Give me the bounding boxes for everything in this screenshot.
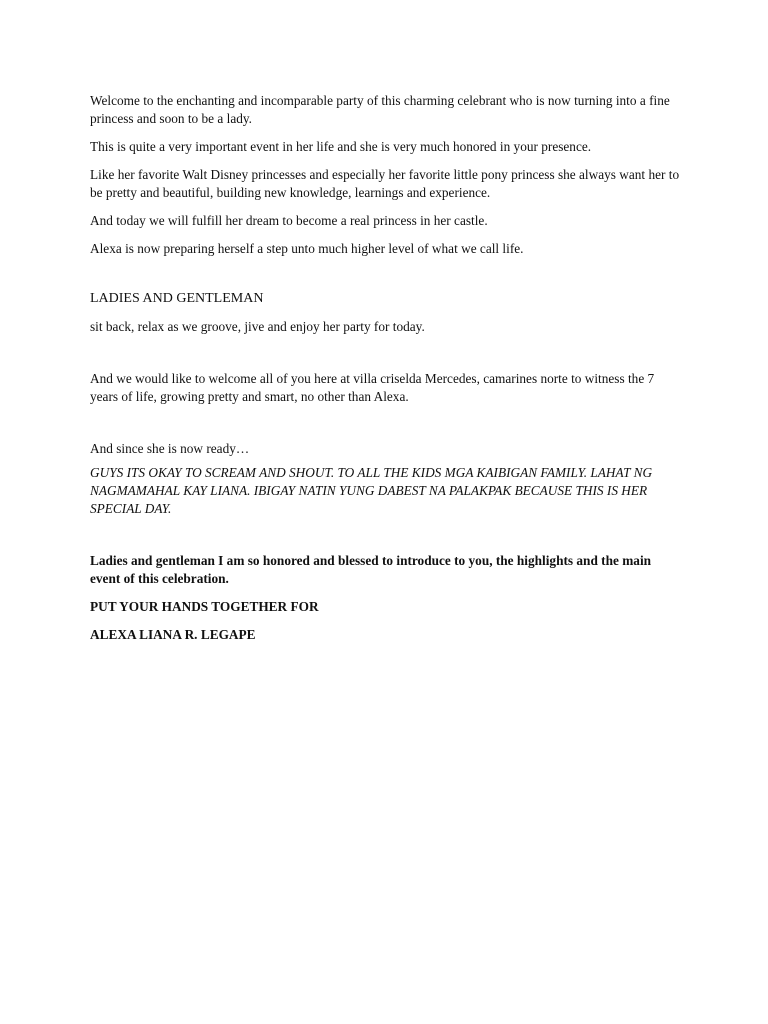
relax-paragraph: sit back, relax as we groove, jive and enjoy her party for today. (90, 319, 425, 334)
ladies-gentleman-heading: LADIES AND GENTLEMAN (90, 291, 264, 306)
celebrant-name: ALEXA LIANA R. LEGAPE (90, 627, 256, 642)
welcome-venue-paragraph: And we would like to welcome all of you here at villa criselda Mercedes, camarines norte to witness the 7 years of life, growing pretty and smart, no other than Alexa. (90, 371, 655, 404)
ready-paragraph: And since she is now ready… (90, 441, 250, 456)
scream-shout-paragraph: GUYS ITS OKAY TO SCREAM AND SHOUT. TO ALL THE KIDS MGA KAIBIGAN FAMILY. LAHAT NG NAGMAMAHAL KAY LIANA. IBIGAY NATIN YUNG DABEST NA PALAKPAK BECAUSE THIS IS HER SPECIAL DAY. (90, 465, 653, 516)
introduce-paragraph: Ladies and gentleman I am so honored and blessed to introduce to you, the highlights and the main event of this celebration. (90, 553, 652, 586)
welcome-paragraph: Welcome to the enchanting and incomparable party of this charming celebrant who is now turning into a fine princess and soon to be a lady. (90, 93, 670, 126)
preparing-paragraph: Alexa is now preparing herself a step unto much higher level of what we call life. (90, 241, 524, 256)
disney-princess-paragraph: Like her favorite Walt Disney princesses and especially her favorite little pony princess she always want her to be pretty and beautiful, building new knowledge, learnings and experience. (90, 167, 680, 200)
dream-paragraph: And today we will fulfill her dream to become a real princess in her castle. (90, 213, 488, 228)
document-body (90, 92, 680, 644)
important-event-paragraph: This is quite a very important event in her life and she is very much honored in your presence. (90, 139, 592, 154)
hands-together-line: PUT YOUR HANDS TOGETHER FOR (90, 599, 319, 614)
